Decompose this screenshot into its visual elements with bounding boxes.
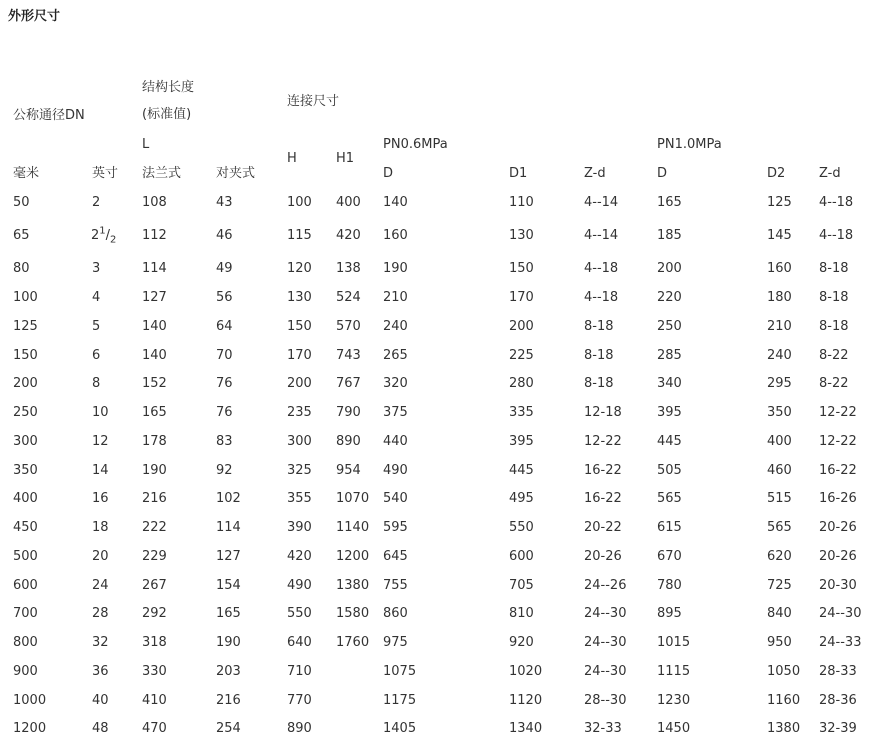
H-header: H bbox=[287, 151, 297, 166]
cell-D-pn06: 860 bbox=[383, 606, 408, 621]
cell-flange-length: 318 bbox=[142, 635, 167, 650]
connection-label: 连接尺寸 bbox=[287, 94, 340, 109]
cell-Zd-pn06: 8-18 bbox=[584, 319, 614, 334]
cell-H1: 400 bbox=[336, 195, 361, 210]
cell-inch: 48 bbox=[92, 721, 109, 736]
cell-wafer-length: 70 bbox=[216, 348, 233, 363]
cell-wafer-length: 76 bbox=[216, 405, 233, 420]
inch-header: 英寸 bbox=[92, 166, 119, 181]
cell-D-pn06: 1075 bbox=[383, 664, 417, 679]
cell-D-pn10: 505 bbox=[657, 463, 682, 478]
Zd-pn10-header: Z-d bbox=[819, 166, 841, 181]
cell-D1: 150 bbox=[509, 261, 534, 276]
flange-header: 法兰式 bbox=[142, 166, 182, 181]
cell-H: 100 bbox=[287, 195, 312, 210]
cell-D-pn06: 595 bbox=[383, 520, 408, 535]
cell-D2: 620 bbox=[767, 549, 792, 564]
length-label-2: (标准值) bbox=[142, 107, 192, 122]
cell-D-pn06: 440 bbox=[383, 434, 408, 449]
cell-H1: 790 bbox=[336, 405, 361, 420]
cell-Zd-pn10: 32-39 bbox=[819, 721, 857, 736]
cell-flange-length: 140 bbox=[142, 319, 167, 334]
cell-inch: 5 bbox=[92, 319, 101, 334]
cell-Zd-pn10: 16-26 bbox=[819, 491, 857, 506]
nominal-diameter-label: 公称通径DN bbox=[13, 108, 85, 123]
cell-inch: 28 bbox=[92, 606, 109, 621]
cell-wafer-length: 102 bbox=[216, 491, 241, 506]
cell-inch: 32 bbox=[92, 635, 109, 650]
cell-H1: 1070 bbox=[336, 491, 370, 506]
cell-Zd-pn10: 20-26 bbox=[819, 520, 857, 535]
D-pn06-header: D bbox=[383, 166, 394, 181]
cell-flange-length: 410 bbox=[142, 693, 167, 708]
cell-H1: 767 bbox=[336, 376, 361, 391]
cell-wafer-length: 154 bbox=[216, 578, 241, 593]
cell-wafer-length: 43 bbox=[216, 195, 233, 210]
D1-header: D1 bbox=[509, 166, 528, 181]
cell-flange-length: 216 bbox=[142, 491, 167, 506]
cell-D-pn06: 160 bbox=[383, 228, 408, 243]
cell-wafer-length: 127 bbox=[216, 549, 241, 564]
cell-D2: 1380 bbox=[767, 721, 801, 736]
cell-H1: 890 bbox=[336, 434, 361, 449]
cell-wafer-length: 83 bbox=[216, 434, 233, 449]
cell-wafer-length: 46 bbox=[216, 228, 233, 243]
cell-Zd-pn06: 4--14 bbox=[584, 195, 619, 210]
cell-H: 355 bbox=[287, 491, 312, 506]
cell-inch: 40 bbox=[92, 693, 109, 708]
cell-wafer-length: 56 bbox=[216, 290, 233, 305]
cell-D-pn10: 565 bbox=[657, 491, 682, 506]
mm-header: 毫米 bbox=[13, 166, 40, 181]
cell-mm: 500 bbox=[13, 549, 38, 564]
cell-mm: 1000 bbox=[13, 693, 47, 708]
fraction-whole: 2 bbox=[91, 228, 100, 243]
cell-D2: 125 bbox=[767, 195, 792, 210]
cell-D-pn10: 780 bbox=[657, 578, 682, 593]
cell-D-pn06: 240 bbox=[383, 319, 408, 334]
cell-mm: 80 bbox=[13, 261, 30, 276]
cell-D1: 200 bbox=[509, 319, 534, 334]
Zd-pn06-header: Z-d bbox=[584, 166, 606, 181]
cell-inch: 2 bbox=[92, 195, 101, 210]
cell-H: 640 bbox=[287, 635, 312, 650]
cell-Zd-pn06: 24--30 bbox=[584, 606, 627, 621]
cell-Zd-pn06: 16-22 bbox=[584, 463, 622, 478]
cell-D1: 1020 bbox=[509, 664, 543, 679]
cell-inch: 16 bbox=[92, 491, 109, 506]
cell-wafer-length: 203 bbox=[216, 664, 241, 679]
cell-H1: 1200 bbox=[336, 549, 370, 564]
cell-D-pn10: 445 bbox=[657, 434, 682, 449]
cell-H1: 570 bbox=[336, 319, 361, 334]
cell-H: 890 bbox=[287, 721, 312, 736]
cell-Zd-pn10: 4--18 bbox=[819, 228, 854, 243]
cell-H: 490 bbox=[287, 578, 312, 593]
cell-Zd-pn06: 24--30 bbox=[584, 635, 627, 650]
pn10-header: PN1.0MPa bbox=[657, 137, 722, 152]
cell-H1: 1760 bbox=[336, 635, 370, 650]
cell-Zd-pn10: 8-22 bbox=[819, 348, 849, 363]
cell-inch: 3 bbox=[92, 261, 101, 276]
cell-D-pn06: 210 bbox=[383, 290, 408, 305]
cell-mm: 250 bbox=[13, 405, 38, 420]
cell-D1: 705 bbox=[509, 578, 534, 593]
cell-Zd-pn10: 8-22 bbox=[819, 376, 849, 391]
cell-H1: 954 bbox=[336, 463, 361, 478]
cell-D-pn06: 645 bbox=[383, 549, 408, 564]
cell-Zd-pn10: 8-18 bbox=[819, 261, 849, 276]
cell-D1: 395 bbox=[509, 434, 534, 449]
cell-mm: 50 bbox=[13, 195, 30, 210]
cell-Zd-pn10: 24--33 bbox=[819, 635, 862, 650]
cell-D2: 725 bbox=[767, 578, 792, 593]
cell-mm: 1200 bbox=[13, 721, 47, 736]
cell-H: 150 bbox=[287, 319, 312, 334]
cell-D2: 350 bbox=[767, 405, 792, 420]
cell-mm: 300 bbox=[13, 434, 38, 449]
cell-Zd-pn06: 4--18 bbox=[584, 290, 619, 305]
cell-Zd-pn06: 12-22 bbox=[584, 434, 622, 449]
cell-Zd-pn10: 12-22 bbox=[819, 405, 857, 420]
cell-D1: 600 bbox=[509, 549, 534, 564]
cell-flange-length: 140 bbox=[142, 348, 167, 363]
cell-inch: 4 bbox=[92, 290, 101, 305]
cell-wafer-length: 76 bbox=[216, 376, 233, 391]
cell-flange-length: 127 bbox=[142, 290, 167, 305]
fraction-denominator: 2 bbox=[110, 234, 117, 246]
cell-D1: 170 bbox=[509, 290, 534, 305]
cell-mm: 150 bbox=[13, 348, 38, 363]
cell-flange-length: 152 bbox=[142, 376, 167, 391]
cell-D2: 180 bbox=[767, 290, 792, 305]
cell-D-pn06: 375 bbox=[383, 405, 408, 420]
cell-wafer-length: 64 bbox=[216, 319, 233, 334]
cell-D-pn06: 265 bbox=[383, 348, 408, 363]
cell-D1: 1120 bbox=[509, 693, 543, 708]
cell-Zd-pn06: 8-18 bbox=[584, 348, 614, 363]
cell-D1: 225 bbox=[509, 348, 534, 363]
fraction-numerator: 1 bbox=[99, 225, 106, 237]
cell-mm: 450 bbox=[13, 520, 38, 535]
cell-inch: 14 bbox=[92, 463, 109, 478]
cell-mm: 65 bbox=[13, 228, 30, 243]
cell-D2: 400 bbox=[767, 434, 792, 449]
cell-D1: 280 bbox=[509, 376, 534, 391]
cell-mm: 350 bbox=[13, 463, 38, 478]
cell-H: 550 bbox=[287, 606, 312, 621]
cell-wafer-length: 254 bbox=[216, 721, 241, 736]
cell-D-pn10: 1115 bbox=[657, 664, 691, 679]
cell-D-pn10: 1450 bbox=[657, 721, 691, 736]
cell-H: 170 bbox=[287, 348, 312, 363]
cell-flange-length: 190 bbox=[142, 463, 167, 478]
cell-H: 130 bbox=[287, 290, 312, 305]
cell-D-pn06: 1175 bbox=[383, 693, 417, 708]
cell-H: 420 bbox=[287, 549, 312, 564]
length-L-header: L bbox=[142, 137, 150, 152]
page-title: 外形尺寸 bbox=[8, 9, 61, 24]
cell-H: 200 bbox=[287, 376, 312, 391]
cell-D1: 920 bbox=[509, 635, 534, 650]
cell-H1: 743 bbox=[336, 348, 361, 363]
cell-D1: 335 bbox=[509, 405, 534, 420]
cell-mm: 600 bbox=[13, 578, 38, 593]
pn06-header: PN0.6MPa bbox=[383, 137, 448, 152]
cell-mm: 100 bbox=[13, 290, 38, 305]
cell-Zd-pn06: 20-26 bbox=[584, 549, 622, 564]
cell-wafer-length: 165 bbox=[216, 606, 241, 621]
cell-inch: 36 bbox=[92, 664, 109, 679]
cell-Zd-pn10: 24--30 bbox=[819, 606, 862, 621]
cell-flange-length: 222 bbox=[142, 520, 167, 535]
cell-flange-length: 330 bbox=[142, 664, 167, 679]
cell-wafer-length: 114 bbox=[216, 520, 241, 535]
cell-wafer-length: 92 bbox=[216, 463, 233, 478]
cell-Zd-pn10: 4--18 bbox=[819, 195, 854, 210]
cell-Zd-pn06: 20-22 bbox=[584, 520, 622, 535]
cell-H: 115 bbox=[287, 228, 312, 243]
cell-H: 325 bbox=[287, 463, 312, 478]
cell-Zd-pn06: 16-22 bbox=[584, 491, 622, 506]
cell-D-pn10: 340 bbox=[657, 376, 682, 391]
cell-H: 235 bbox=[287, 405, 312, 420]
cell-inch: 12 bbox=[92, 434, 109, 449]
cell-D-pn10: 395 bbox=[657, 405, 682, 420]
cell-inch: 18 bbox=[92, 520, 109, 535]
cell-mm: 800 bbox=[13, 635, 38, 650]
cell-D-pn10: 250 bbox=[657, 319, 682, 334]
cell-D2: 515 bbox=[767, 491, 792, 506]
cell-D1: 130 bbox=[509, 228, 534, 243]
cell-flange-length: 114 bbox=[142, 261, 167, 276]
cell-D-pn10: 220 bbox=[657, 290, 682, 305]
cell-inch: 6 bbox=[92, 348, 101, 363]
cell-D2: 210 bbox=[767, 319, 792, 334]
cell-H1: 138 bbox=[336, 261, 361, 276]
cell-Zd-pn10: 16-22 bbox=[819, 463, 857, 478]
cell-D2: 145 bbox=[767, 228, 792, 243]
cell-D-pn10: 285 bbox=[657, 348, 682, 363]
length-label-1: 结构长度 bbox=[142, 80, 195, 95]
wafer-header: 对夹式 bbox=[216, 166, 256, 181]
cell-D2: 1160 bbox=[767, 693, 801, 708]
cell-D-pn06: 755 bbox=[383, 578, 408, 593]
cell-H: 390 bbox=[287, 520, 312, 535]
inch-fraction: $2^1/_2$ bbox=[91, 225, 117, 246]
cell-Zd-pn06: 24--30 bbox=[584, 664, 627, 679]
cell-Zd-pn10: 20-26 bbox=[819, 549, 857, 564]
cell-H: 300 bbox=[287, 434, 312, 449]
cell-flange-length: 229 bbox=[142, 549, 167, 564]
cell-D-pn06: 975 bbox=[383, 635, 408, 650]
cell-D2: 565 bbox=[767, 520, 792, 535]
cell-D2: 1050 bbox=[767, 664, 801, 679]
cell-D1: 1340 bbox=[509, 721, 543, 736]
cell-Zd-pn06: 12-18 bbox=[584, 405, 622, 420]
cell-D-pn10: 1230 bbox=[657, 693, 691, 708]
cell-mm: 125 bbox=[13, 319, 38, 334]
cell-D2: 840 bbox=[767, 606, 792, 621]
cell-inch: 20 bbox=[92, 549, 109, 564]
cell-flange-length: 292 bbox=[142, 606, 167, 621]
cell-D2: 460 bbox=[767, 463, 792, 478]
cell-D-pn06: 1405 bbox=[383, 721, 417, 736]
cell-wafer-length: 49 bbox=[216, 261, 233, 276]
cell-mm: 400 bbox=[13, 491, 38, 506]
cell-inch: 10 bbox=[92, 405, 109, 420]
cell-D2: 160 bbox=[767, 261, 792, 276]
cell-D-pn06: 490 bbox=[383, 463, 408, 478]
cell-Zd-pn06: 4--18 bbox=[584, 261, 619, 276]
cell-Zd-pn10: 20-30 bbox=[819, 578, 857, 593]
cell-Zd-pn06: 28--30 bbox=[584, 693, 627, 708]
D2-header: D2 bbox=[767, 166, 786, 181]
cell-H: 770 bbox=[287, 693, 312, 708]
cell-wafer-length: 216 bbox=[216, 693, 241, 708]
cell-D2: 240 bbox=[767, 348, 792, 363]
cell-D-pn10: 200 bbox=[657, 261, 682, 276]
cell-D1: 445 bbox=[509, 463, 534, 478]
cell-flange-length: 165 bbox=[142, 405, 167, 420]
cell-flange-length: 470 bbox=[142, 721, 167, 736]
cell-H1: 420 bbox=[336, 228, 361, 243]
cell-H1: 1580 bbox=[336, 606, 370, 621]
cell-H1: 1380 bbox=[336, 578, 370, 593]
cell-Zd-pn06: 32-33 bbox=[584, 721, 622, 736]
cell-D-pn10: 615 bbox=[657, 520, 682, 535]
H1-header: H1 bbox=[336, 151, 355, 166]
cell-Zd-pn10: 12-22 bbox=[819, 434, 857, 449]
cell-H1: 524 bbox=[336, 290, 361, 305]
cell-D-pn10: 185 bbox=[657, 228, 682, 243]
cell-Zd-pn06: 4--14 bbox=[584, 228, 619, 243]
cell-Zd-pn10: 28-33 bbox=[819, 664, 857, 679]
cell-mm: 200 bbox=[13, 376, 38, 391]
cell-Zd-pn10: 8-18 bbox=[819, 319, 849, 334]
cell-flange-length: 267 bbox=[142, 578, 167, 593]
cell-D-pn06: 190 bbox=[383, 261, 408, 276]
cell-Zd-pn10: 28-36 bbox=[819, 693, 857, 708]
cell-D-pn10: 895 bbox=[657, 606, 682, 621]
D-pn10-header: D bbox=[657, 166, 668, 181]
cell-Zd-pn06: 24--26 bbox=[584, 578, 627, 593]
cell-D1: 495 bbox=[509, 491, 534, 506]
cell-D2: 295 bbox=[767, 376, 792, 391]
cell-inch: 24 bbox=[92, 578, 109, 593]
cell-D-pn10: 165 bbox=[657, 195, 682, 210]
cell-D2: 950 bbox=[767, 635, 792, 650]
cell-Zd-pn10: 8-18 bbox=[819, 290, 849, 305]
cell-inch: 8 bbox=[92, 376, 101, 391]
cell-D1: 550 bbox=[509, 520, 534, 535]
cell-Zd-pn06: 8-18 bbox=[584, 376, 614, 391]
cell-flange-length: 112 bbox=[142, 228, 167, 243]
cell-wafer-length: 190 bbox=[216, 635, 241, 650]
cell-H: 120 bbox=[287, 261, 312, 276]
cell-D1: 110 bbox=[509, 195, 534, 210]
cell-D1: 810 bbox=[509, 606, 534, 621]
cell-D-pn06: 320 bbox=[383, 376, 408, 391]
cell-flange-length: 178 bbox=[142, 434, 167, 449]
cell-H1: 1140 bbox=[336, 520, 370, 535]
cell-D-pn06: 140 bbox=[383, 195, 408, 210]
cell-H: 710 bbox=[287, 664, 312, 679]
cell-D-pn06: 540 bbox=[383, 491, 408, 506]
cell-mm: 900 bbox=[13, 664, 38, 679]
cell-D-pn10: 670 bbox=[657, 549, 682, 564]
cell-D-pn10: 1015 bbox=[657, 635, 691, 650]
cell-flange-length: 108 bbox=[142, 195, 167, 210]
cell-mm: 700 bbox=[13, 606, 38, 621]
